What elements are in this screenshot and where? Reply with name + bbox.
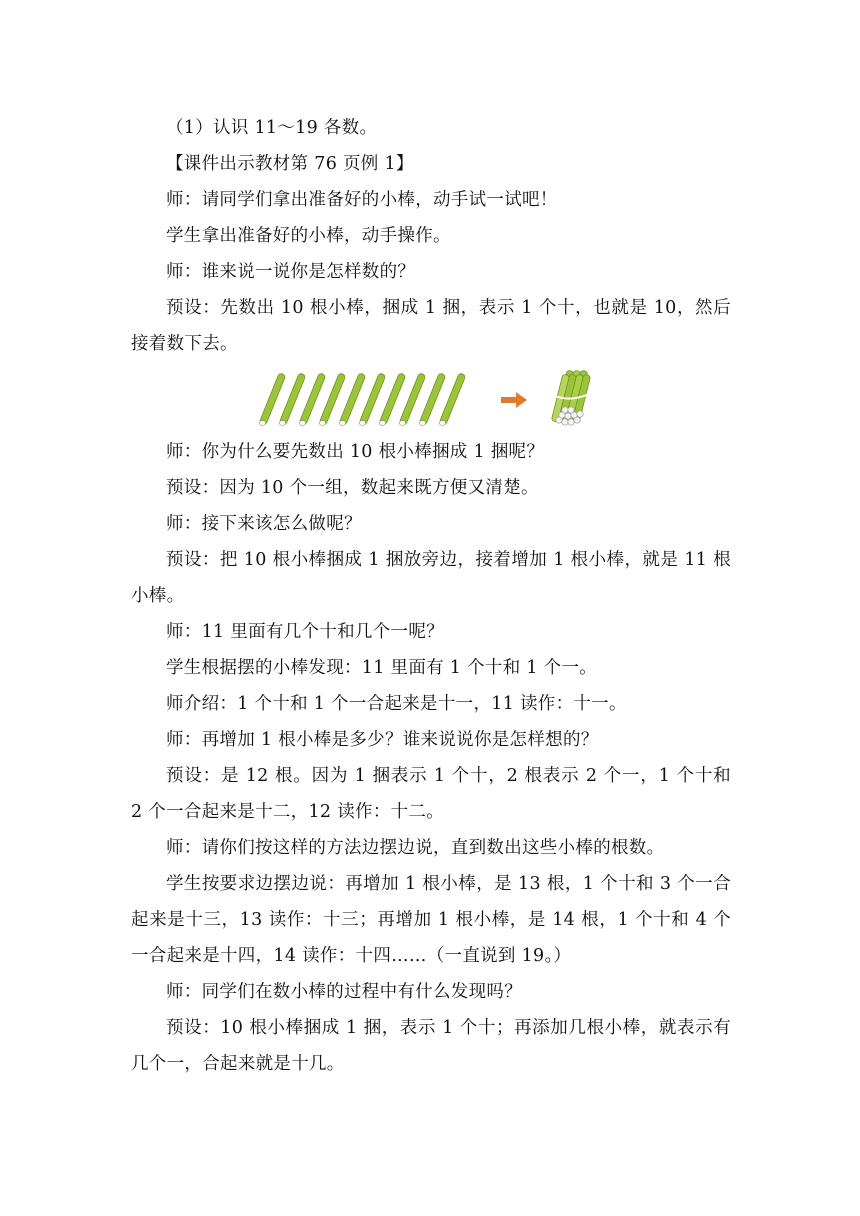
- paragraph: 预设：是 12 根。因为 1 捆表示 1 个十，2 根表示 2 个一，1 个十和 2 个一合起来是十二，12 读作：十二。: [131, 766, 731, 822]
- stick-end: [259, 421, 265, 426]
- bundle-icon: [551, 370, 590, 425]
- stick-end: [299, 421, 305, 426]
- sticks-illustration: [259, 368, 599, 430]
- paragraph-courseware: 【课件出示教材第 76 页例 1】: [166, 154, 414, 174]
- paragraph: 师：请同学们拿出准备好的小棒，动手试一试吧！: [166, 190, 558, 210]
- paragraph: 学生按要求边摆边说：再增加 1 根小棒，是 13 根，1 个十和 3 个一合起来是十三，13 读作：十三；再增加 1 根小棒，是 14 根，1 个十和 4 个一合起来是十四，14 读作：十四……（一直说到 19。）: [131, 874, 731, 966]
- paragraph-heading: （1）认识 11～19 各数。: [166, 118, 378, 138]
- sticks-icon: [259, 373, 466, 426]
- paragraph: 预设：10 根小棒捆成 1 捆，表示 1 个十；再添加几根小棒，就表示有几个一，合起来就是十几。: [131, 1018, 731, 1074]
- paragraph: 师：接下来该怎么做呢？: [166, 514, 362, 534]
- paragraph: 学生根据摆的小棒发现：11 里面有 1 个十和 1 个一。: [166, 658, 598, 678]
- sticks-figure: [131, 362, 731, 434]
- arrow-right-icon: [501, 392, 527, 408]
- paragraph: 师：11 里面有几个十和几个一呢？: [166, 622, 444, 642]
- document-body: [131, 110, 731, 1082]
- stick-end: [439, 421, 445, 426]
- stick-end: [279, 421, 285, 426]
- paragraph: 师：你为什么要先数出 10 根小棒捆成 1 捆呢？: [166, 442, 545, 462]
- stick-end: [399, 421, 405, 426]
- paragraph: 预设：把 10 根小棒捆成 1 捆放旁边，接着增加 1 根小棒，就是 11 根小棒。: [131, 550, 731, 606]
- paragraph: 师：请你们按这样的方法边摆边说，直到数出这些小棒的根数。: [166, 838, 665, 858]
- paragraph: 师介绍：1 个十和 1 个一合起来是十一，11 读作：十一。: [166, 694, 627, 714]
- stick-end: [319, 421, 325, 426]
- paragraph: 预设：先数出 10 根小棒，捆成 1 捆，表示 1 个十，也就是 10，然后接着数下去。: [131, 298, 731, 354]
- stick-end: [379, 421, 385, 426]
- paragraph: 师：再增加 1 根小棒是多少？谁来说说你是怎样想的？: [166, 730, 599, 750]
- paragraph: 预设：因为 10 个一组，数起来既方便又清楚。: [166, 478, 539, 498]
- paragraph: 学生拿出准备好的小棒，动手操作。: [166, 226, 451, 246]
- stick-end: [359, 421, 365, 426]
- stick-end: [419, 421, 425, 426]
- paragraph: 师：同学们在数小棒的过程中有什么发现吗？: [166, 982, 522, 1002]
- stick-end: [339, 421, 345, 426]
- paragraph: 师：谁来说一说你是怎样数的？: [166, 262, 416, 282]
